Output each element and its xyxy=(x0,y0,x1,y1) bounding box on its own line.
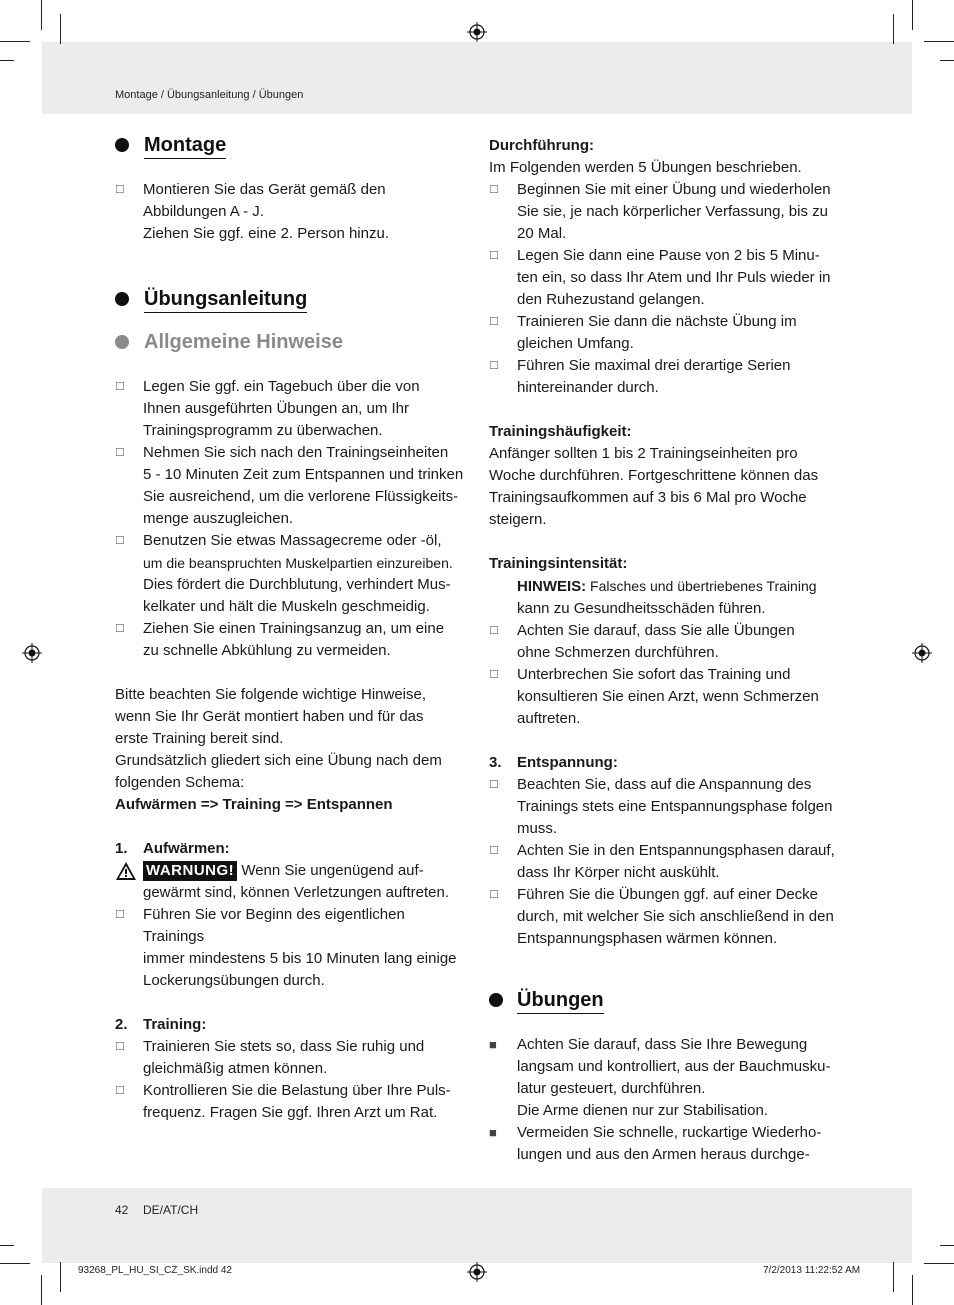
warning-line xyxy=(115,860,465,882)
warning-triangle-icon xyxy=(115,861,137,881)
text-line: immer mindestens 5 bis 10 Minuten lang einige xyxy=(143,950,457,967)
crop-mark xyxy=(940,60,954,61)
crop-mark xyxy=(60,14,61,44)
text-line: um die beanspruchten Muskelpartien einzureiben. xyxy=(143,555,453,571)
text-line: Ihnen ausgeführten Übungen an, um Ihr xyxy=(143,400,410,417)
text-line: zu schnelle Abkühlung zu vermeiden. xyxy=(143,642,391,659)
text-line: Legen Sie ggf. ein Tagebuch über die von xyxy=(143,378,420,395)
text-line: Trainings stets eine Entspannungsphase folgen xyxy=(517,798,833,815)
note-label: HINWEIS: xyxy=(517,578,587,595)
uebungen-section xyxy=(489,1034,839,1166)
text-line: Woche durchführen. Fortgeschrittene können das xyxy=(489,467,819,484)
text-line: Lockerungsübungen durch. xyxy=(143,972,325,989)
crop-mark xyxy=(0,60,14,61)
crop-mark xyxy=(0,1263,30,1264)
text-line: Achten Sie darauf, dass Sie alle Übungen xyxy=(517,622,795,639)
crop-mark xyxy=(0,41,30,42)
text-line: Kontrollieren Sie die Belastung über Ihre Puls- xyxy=(143,1082,451,1099)
text-line: Falsches und übertriebenes Training xyxy=(586,578,817,594)
checkbox-square-icon: ☐ xyxy=(489,316,499,328)
heading-bullet-icon xyxy=(115,292,129,306)
registration-mark-icon xyxy=(912,643,932,663)
text-line: hintereinander durch. xyxy=(517,379,659,396)
registration-mark-icon xyxy=(467,1262,487,1282)
text-line: Trainieren Sie dann die nächste Übung im xyxy=(517,313,797,330)
crop-mark xyxy=(41,0,42,30)
section-number: 2. xyxy=(115,1016,128,1033)
text-line: Führen Sie die Übungen ggf. auf einer Decke xyxy=(517,886,819,903)
list-item xyxy=(115,618,465,662)
section-number: 3. xyxy=(489,754,502,771)
crop-mark xyxy=(41,1275,42,1305)
checkbox-square-icon: ☐ xyxy=(489,360,499,372)
crop-mark xyxy=(0,1245,14,1246)
list-item xyxy=(489,355,839,399)
text-line: ohne Schmerzen durchführen. xyxy=(517,644,719,661)
checkbox-square-icon: ☐ xyxy=(115,1085,125,1097)
text-line: Sie ausreichend, um die verlorene Flüssigkeits- xyxy=(143,488,459,505)
text-line: Legen Sie dann eine Pause von 2 bis 5 Minu- xyxy=(517,247,820,264)
text-line: Ziehen Sie ggf. eine 2. Person hinzu. xyxy=(143,225,389,242)
text-line: Anfänger sollten 1 bis 2 Trainingseinheiten pro xyxy=(489,445,798,462)
subheading-trainingsintensitaet: Trainingsintensität: xyxy=(489,555,628,572)
list-item xyxy=(489,311,839,355)
list-item xyxy=(489,884,839,950)
text-line: Sie sie, je nach körperlicher Verfassung, bis zu xyxy=(517,203,828,220)
list-item xyxy=(115,530,465,618)
list-item xyxy=(115,179,465,245)
heading-allgemeine-hinweise: Allgemeine Hinweise xyxy=(144,331,343,353)
text-line: Die Arme dienen nur zur Stabilisation. xyxy=(517,1102,768,1119)
checkbox-square-icon: ☐ xyxy=(115,623,125,635)
section-heading-training xyxy=(115,1014,465,1036)
hinweise-section xyxy=(115,376,465,1124)
checkbox-square-icon: ☐ xyxy=(115,535,125,547)
text-line: menge auszugleichen. xyxy=(143,510,294,527)
text-line: wenn Sie Ihr Gerät montiert haben und für das xyxy=(115,708,424,725)
section-heading-aufwaermen xyxy=(115,838,465,860)
section-title: Training: xyxy=(143,1016,207,1033)
text-line: Abbildungen A - J. xyxy=(143,203,264,220)
section-title: Entspannung: xyxy=(517,754,618,771)
checkbox-square-icon: ☐ xyxy=(489,669,499,681)
text-line: latur gesteuert, durchführen. xyxy=(517,1080,706,1097)
text-line: Unterbrechen Sie sofort das Training und xyxy=(517,666,791,683)
list-item xyxy=(489,245,839,311)
text-line: konsultieren Sie einen Arzt, wenn Schmerzen xyxy=(517,688,819,705)
text-line: gewärmt sind, können Verletzungen auftreten. xyxy=(143,884,450,901)
crop-mark xyxy=(893,1262,894,1292)
registration-mark-icon xyxy=(467,22,487,42)
text-line: steigern. xyxy=(489,511,547,528)
slug-filename: 93268_PL_HU_SI_CZ_SK.indd 42 xyxy=(78,1265,232,1276)
list-item xyxy=(115,1036,465,1080)
checkbox-square-icon: ☐ xyxy=(115,447,125,459)
text-line: Trainieren Sie stets so, dass Sie ruhig und xyxy=(143,1038,425,1055)
text-line: dass Ihr Körper nicht auskühlt. xyxy=(517,864,720,881)
text-line: Wenn Sie ungenügend auf- xyxy=(237,862,424,879)
text-line: Achten Sie darauf, dass Sie Ihre Bewegung xyxy=(517,1036,808,1053)
text-line: Ziehen Sie einen Trainingsanzug an, um eine xyxy=(143,620,445,637)
text-line: erste Training bereit sind. xyxy=(115,730,284,747)
text-line: 20 Mal. xyxy=(517,225,567,242)
text-line: auftreten. xyxy=(517,710,581,727)
checkbox-square-icon: ☐ xyxy=(489,889,499,901)
list-item xyxy=(489,840,839,884)
section-title: Aufwärmen: xyxy=(143,840,230,857)
crop-mark xyxy=(940,1245,954,1246)
text-line: 5 - 10 Minuten Zeit zum Entspannen und trinken xyxy=(143,466,464,483)
slug-datetime: 7/2/2013 11:22:52 AM xyxy=(763,1265,861,1276)
heading-bullet-icon xyxy=(115,335,129,349)
list-item xyxy=(115,1080,465,1124)
footer-band xyxy=(42,1188,912,1263)
checkbox-square-icon: ☐ xyxy=(115,381,125,393)
checkbox-square-icon: ☐ xyxy=(115,1041,125,1053)
heading-uebungen: Übungen xyxy=(517,988,604,1014)
section-heading-entspannung xyxy=(489,752,839,774)
text-line: Nehmen Sie sich nach den Trainingseinheiten xyxy=(143,444,449,461)
list-item xyxy=(489,179,839,245)
text-line: Dies fördert die Durchblutung, verhindert Mus- xyxy=(143,576,451,593)
list-item xyxy=(115,442,465,530)
text-line: Grundsätzlich gliedert sich eine Übung nach dem xyxy=(115,752,442,769)
montage-section xyxy=(115,179,465,245)
text-line: folgenden Schema: xyxy=(115,774,245,791)
text-line: langsam und kontrolliert, aus der Bauchmusku- xyxy=(517,1058,831,1075)
subheading-durchfuehrung: Durchführung: xyxy=(489,137,594,154)
heading-bullet-icon xyxy=(489,993,503,1007)
text-line: Beginnen Sie mit einer Übung und wiederholen xyxy=(517,181,831,198)
crop-mark xyxy=(924,1263,954,1264)
list-item xyxy=(489,1122,839,1166)
text-line: gleichen Umfang. xyxy=(517,335,634,352)
text-line: Achten Sie in den Entspannungsphasen darauf, xyxy=(517,842,835,859)
list-item xyxy=(115,376,465,442)
checkbox-square-icon: ☐ xyxy=(489,779,499,791)
heading-montage: Montage xyxy=(144,133,226,159)
checkbox-square-icon: ☐ xyxy=(489,625,499,637)
text-line: kelkater und hält die Muskeln geschmeidig. xyxy=(143,598,430,615)
text-line: kann zu Gesundheitsschäden führen. xyxy=(517,600,766,617)
list-item xyxy=(489,774,839,840)
crop-mark xyxy=(912,0,913,30)
crop-mark xyxy=(60,1262,61,1292)
text-line: ten ein, so dass Ihr Atem und Ihr Puls wieder in xyxy=(517,269,831,286)
checkbox-square-icon: ☐ xyxy=(489,250,499,262)
text-line: Entspannungsphasen wärmen können. xyxy=(517,930,778,947)
checkbox-square-icon: ☐ xyxy=(489,845,499,857)
checkbox-square-icon: ☐ xyxy=(115,184,125,196)
schema-line: Aufwärmen => Training => Entspannen xyxy=(115,796,393,813)
text-line: Benutzen Sie etwas Massagecreme oder -öl, xyxy=(143,532,442,549)
crop-mark xyxy=(893,14,894,44)
crop-mark xyxy=(924,41,954,42)
filled-square-bullet-icon: ■ xyxy=(489,1125,497,1140)
text-line: Bitte beachten Sie folgende wichtige Hinweise, xyxy=(115,686,427,703)
list-item xyxy=(489,620,839,664)
filled-square-bullet-icon: ■ xyxy=(489,1037,497,1052)
text-line: Führen Sie vor Beginn des eigentlichen Trainings xyxy=(143,906,405,945)
text-line: Montieren Sie das Gerät gemäß den xyxy=(143,181,386,198)
list-item xyxy=(489,1034,839,1122)
header-breadcrumb: Montage / Übungsanleitung / Übungen xyxy=(115,89,304,101)
header-band xyxy=(42,42,912,114)
text-line: frequenz. Fragen Sie ggf. Ihren Arzt um Rat. xyxy=(143,1104,438,1121)
text-line: Führen Sie maximal drei derartige Serien xyxy=(517,357,791,374)
heading-bullet-icon xyxy=(115,138,129,152)
list-item xyxy=(489,664,839,730)
right-column xyxy=(489,135,839,950)
text-line: Beachten Sie, dass auf die Anspannung des xyxy=(517,776,812,793)
page-number: 42 xyxy=(115,1203,129,1217)
subheading-trainingshaeufigkeit: Trainingshäufigkeit: xyxy=(489,423,632,440)
heading-uebungsanleitung: Übungsanleitung xyxy=(144,287,307,313)
checkbox-square-icon: ☐ xyxy=(115,909,125,921)
text-line: lungen und aus den Armen heraus durchge- xyxy=(517,1146,810,1163)
region-label: DE/AT/CH xyxy=(143,1203,199,1217)
text-line: Trainingsprogramm zu überwachen. xyxy=(143,422,383,439)
text-line: durch, mit welcher Sie sich anschließend in den xyxy=(517,908,834,925)
text-line: Im Folgenden werden 5 Übungen beschrieben. xyxy=(489,159,802,176)
text-line: muss. xyxy=(517,820,558,837)
list-item xyxy=(115,904,465,992)
text-line: gleichmäßig atmen können. xyxy=(143,1060,328,1077)
text-line: Vermeiden Sie schnelle, ruckartige Wiederho- xyxy=(517,1124,822,1141)
warning-label: WARNUNG! xyxy=(143,861,237,881)
crop-mark xyxy=(912,1275,913,1305)
text-line: den Ruhezustand gelangen. xyxy=(517,291,705,308)
section-number: 1. xyxy=(115,840,128,857)
checkbox-square-icon: ☐ xyxy=(489,184,499,196)
text-line: Trainingsaufkommen auf 3 bis 6 Mal pro Woche xyxy=(489,489,807,506)
registration-mark-icon xyxy=(22,643,42,663)
